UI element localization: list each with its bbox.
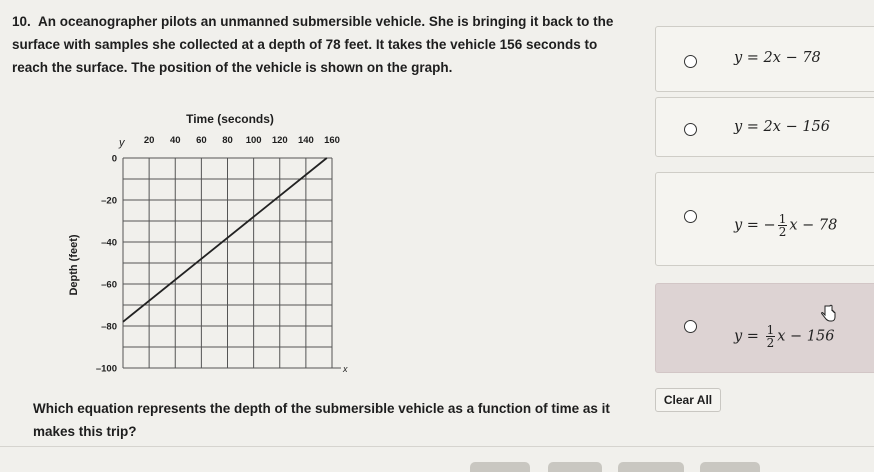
y-tick-labels bbox=[96, 154, 117, 375]
x-tick-label: 140 bbox=[297, 135, 314, 146]
choice-d[interactable] bbox=[655, 283, 874, 373]
y-tick-label: –40 bbox=[101, 237, 117, 249]
nav-tab-1[interactable] bbox=[470, 462, 530, 472]
y-axis-title: Depth (feet) bbox=[68, 234, 80, 296]
question-number: 10. bbox=[12, 14, 31, 29]
nav-tab-4[interactable] bbox=[700, 462, 760, 472]
x-tick-label: 120 bbox=[271, 135, 288, 146]
choice-c-numerator: 1 bbox=[778, 212, 787, 226]
question-body: An oceanographer pilots an unmanned submersible vehicle. She is bringing it back to the surface with samples she collected at a depth of 78 feet. It takes the vehicle 156 seconds to reach the surface. The position of the vehicle is shown on the graph. bbox=[12, 14, 614, 75]
choice-c-pre: y = − bbox=[734, 217, 776, 234]
depth-time-chart bbox=[50, 110, 360, 380]
choice-c-fraction bbox=[778, 213, 788, 238]
x-tick-label: 20 bbox=[143, 135, 155, 146]
x-tick-label: 60 bbox=[196, 135, 207, 146]
choice-d-equation bbox=[734, 324, 834, 349]
choice-c-denominator: 2 bbox=[778, 225, 787, 239]
choice-c-post: x − 78 bbox=[789, 217, 838, 234]
y-tick-label: 0 bbox=[111, 153, 117, 165]
x-tick-labels bbox=[144, 135, 340, 146]
clear-all-button[interactable]: Clear All bbox=[655, 388, 721, 412]
radio-a[interactable] bbox=[684, 55, 697, 68]
series-line bbox=[123, 158, 327, 322]
y-tick-label: –60 bbox=[101, 279, 117, 291]
hand-cursor-icon bbox=[820, 304, 836, 324]
question-text bbox=[12, 10, 632, 79]
y-axis-letter: y bbox=[119, 137, 125, 149]
radio-d[interactable] bbox=[684, 320, 697, 333]
nav-tab-2[interactable] bbox=[548, 462, 602, 472]
choice-b-equation: y = 2x − 156 bbox=[734, 119, 831, 135]
y-tick-label: –100 bbox=[95, 363, 117, 375]
choice-d-post: x − 156 bbox=[777, 328, 835, 345]
choice-d-denominator: 2 bbox=[766, 336, 775, 350]
divider bbox=[0, 446, 874, 447]
y-tick-label: –80 bbox=[101, 321, 117, 333]
chart-grid bbox=[123, 158, 332, 368]
choice-a-equation: y = 2x − 78 bbox=[734, 50, 821, 66]
x-tick-label: 100 bbox=[245, 135, 262, 146]
choice-a[interactable] bbox=[655, 26, 874, 92]
choice-c[interactable] bbox=[655, 172, 874, 266]
choice-d-numerator: 1 bbox=[766, 323, 775, 337]
nav-tab-3[interactable] bbox=[618, 462, 684, 472]
chart-series bbox=[123, 158, 327, 322]
chart-title: Time (seconds) bbox=[186, 112, 274, 126]
choice-d-fraction bbox=[766, 324, 776, 349]
radio-b[interactable] bbox=[684, 123, 697, 136]
radio-c[interactable] bbox=[684, 210, 697, 223]
x-tick-label: 40 bbox=[169, 135, 181, 146]
x-tick-label: 80 bbox=[222, 135, 233, 146]
x-tick-label: 160 bbox=[324, 135, 340, 146]
choice-b[interactable] bbox=[655, 97, 874, 157]
choice-c-equation bbox=[734, 213, 837, 238]
y-tick-label: –20 bbox=[101, 195, 117, 207]
question-prompt: Which equation represents the depth of the submersible vehicle as a function of time as it makes this trip? bbox=[33, 401, 610, 439]
choice-d-pre: y = bbox=[734, 328, 764, 345]
x-axis-label: x bbox=[343, 364, 348, 374]
